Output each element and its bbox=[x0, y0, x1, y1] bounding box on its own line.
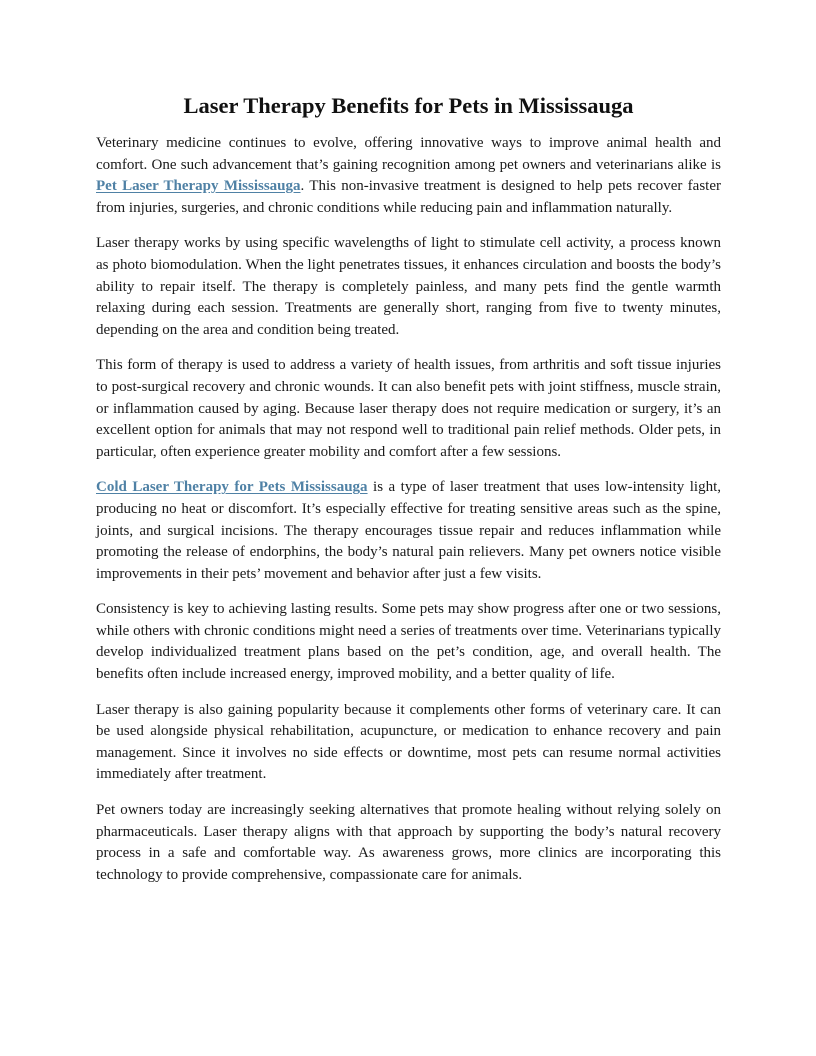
cold-laser-therapy-link[interactable]: Cold Laser Therapy for Pets Mississauga bbox=[96, 479, 368, 496]
paragraph-consistency: Consistency is key to achieving lasting results. Some pets may show progress after one or two sessions, while others with chronic conditions might need a series of treatments over time. Veterinarians typically develop individualized treatment plans based on the pet’s condition, age, and overall health. The benefits often include increased energy, improved mobility, and a better quality of life. bbox=[96, 601, 721, 683]
paragraph-cold-laser-text: is a type of laser treatment that uses low-intensity light, producing no heat or discomfort. It’s especially effective for treating sensitive areas such as the spine, joints, and surgical incisions. The therapy encourages tissue repair and reduces inflammation while promoting the release of endorphins, the body’s natural pain relievers. Many pet owners notice visible improvements in their pets’ movement and behavior after just a few visits. bbox=[96, 479, 721, 582]
paragraph-cold-laser bbox=[96, 477, 721, 585]
paragraph-health-issues: This form of therapy is used to address a variety of health issues, from arthritis and soft tissue injuries to post-surgical recovery and chronic wounds. It can also benefit pets with joint stiffness, muscle strain, or inflammation caused by aging. Because laser therapy does not require medication or surgery, it’s an excellent option for animals that may not respond well to traditional pain relief methods. Older pets, in particular, often experience greater mobility and comfort after a few sessions. bbox=[96, 357, 721, 460]
paragraph-intro-text-before: Veterinary medicine continues to evolve, offering innovative ways to improve animal health and comfort. One such advancement that’s gaining recognition among pet owners and veterinarians alike is bbox=[96, 135, 721, 173]
paragraph-intro-text-after: . This non-invasive treatment is designed to help pets recover faster from injuries, surgeries, and chronic conditions while reducing pain and inflammation naturally. bbox=[96, 178, 721, 216]
document-page bbox=[96, 92, 721, 900]
page-title: Laser Therapy Benefits for Pets in Mississauga bbox=[183, 93, 634, 118]
paragraph-how-it-works: Laser therapy works by using specific wavelengths of light to stimulate cell activity, a process known as photo biomodulation. When the light penetrates tissues, it enhances circulation and boosts the body’s ability to repair itself. The therapy is completely painless, and many pets find the gentle warmth relaxing during each session. Treatments are generally short, ranging from five to twenty minutes, depending on the area and condition being treated. bbox=[96, 235, 721, 338]
paragraph-intro bbox=[96, 133, 721, 219]
paragraph-alternatives: Pet owners today are increasingly seeking alternatives that promote healing without relying solely on pharmaceuticals. Laser therapy aligns with that approach by supporting the body’s natural recovery process in a safe and comfortable way. As awareness grows, more clinics are incorporating this technology to provide comprehensive, compassionate care for animals. bbox=[96, 802, 721, 883]
pet-laser-therapy-link[interactable]: Pet Laser Therapy Mississauga bbox=[96, 178, 301, 195]
paragraph-complements-care: Laser therapy is also gaining popularity because it complements other forms of veterinary care. It can be used alongside physical rehabilitation, acupuncture, or medication to enhance recovery and pain management. Since it involves no side effects or downtime, most pets can resume normal activities immediately after treatment. bbox=[96, 701, 721, 783]
